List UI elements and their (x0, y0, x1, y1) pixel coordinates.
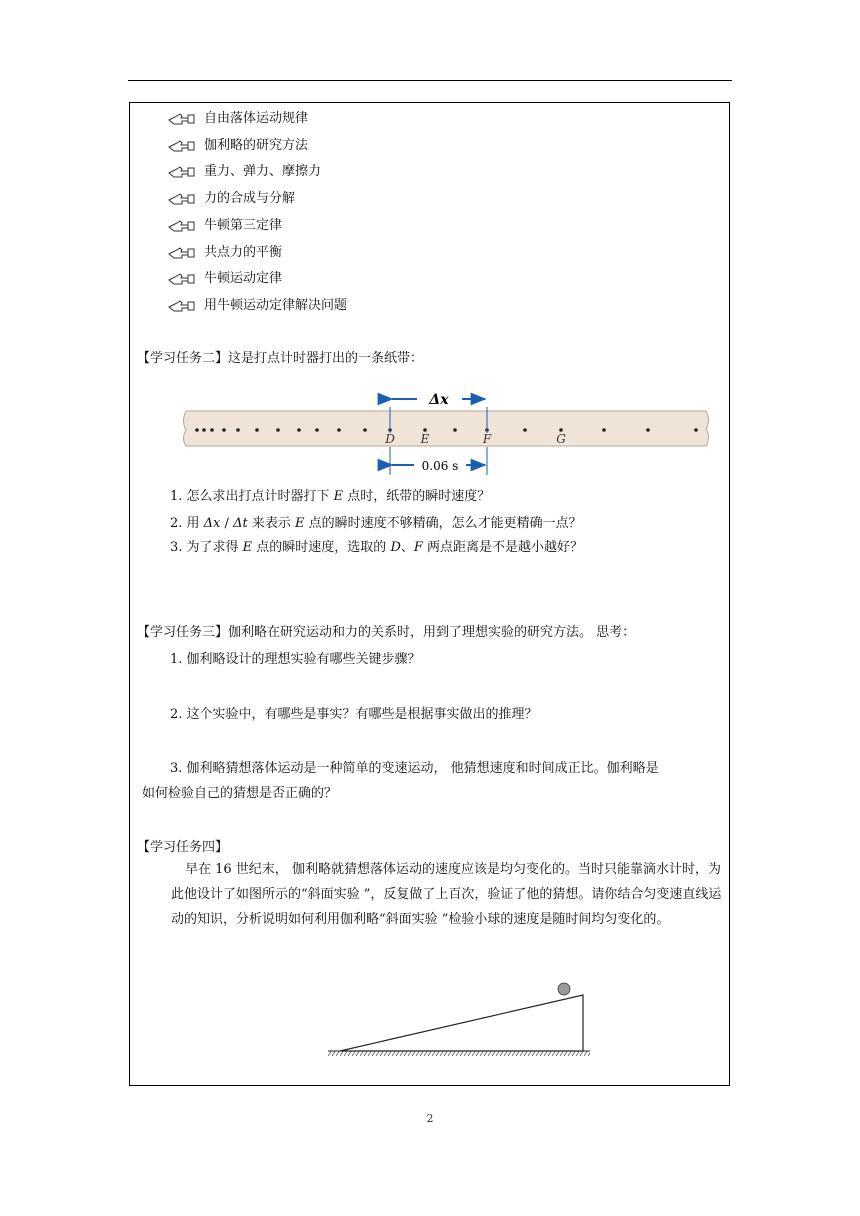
topic-item (168, 216, 282, 236)
topic-label: 力的合成与分解 (204, 191, 296, 206)
topic-item (168, 269, 282, 289)
task3-question-3-line-2: 如何检验自己的猜想是否正确的？ (142, 786, 338, 801)
incline-plane (340, 995, 583, 1051)
tape-dot (195, 428, 199, 432)
task3-question-1: 1. 伽利略设计的理想实验有哪些关键步骤？ (170, 652, 421, 667)
topic-label: 自由落体运动规律 (204, 111, 309, 126)
topic-label: 牛顿运动定律 (204, 271, 283, 286)
topic-item (168, 296, 347, 316)
tape-dot (236, 428, 240, 432)
pointing-hand-icon (168, 165, 196, 179)
ground-hatch (328, 1051, 590, 1056)
topic-label: 牛顿第三定律 (204, 218, 283, 233)
task4-title: 【学习任务四】 (137, 840, 229, 855)
tape-dot (210, 428, 214, 432)
topic-label: 用牛顿运动定律解决问题 (204, 298, 348, 313)
dt-label: 0.06 s (421, 459, 459, 473)
tape-dot (297, 428, 301, 432)
pointing-hand-icon (168, 192, 196, 206)
tape-dot (337, 428, 341, 432)
tape-dot (222, 428, 226, 432)
task2-question-3: 3. 为了求得 E 点的瞬时速度，选取的 D、F 两点距离是不是越小越好？ (170, 540, 584, 555)
pointing-hand-icon (168, 219, 196, 233)
pointing-hand-icon (168, 299, 196, 313)
task3-title: 【学习任务三】伽利略在研究运动和力的关系时，用到了理想实验的研究方法。 思考： (137, 625, 636, 640)
task4-body: 早在 16 世纪末， 伽利略就猜想落体运动的速度应该是均匀变化的。当时只能靠滴水计时，为此他设计了如图所示的“斜面实验 ”，反复做了上百次，验证了他的猜想。请你结合匀变速直线运动的知识，分析说明如何利用伽利略“斜面实验 ”检验小球的速度是随时间均匀变化的。 (171, 862, 722, 927)
ticker-tape-figure (180, 385, 710, 480)
tape-dot (694, 428, 698, 432)
topic-item (168, 109, 308, 129)
tape-dot (646, 428, 650, 432)
tape-dot (523, 428, 527, 432)
topic-item (168, 243, 282, 263)
tape-dot (276, 428, 280, 432)
tape-dot (202, 428, 206, 432)
topic-label: 重力、弹力、摩擦力 (204, 164, 322, 179)
topic-item (168, 162, 321, 182)
task3-question-3-line-1: 3. 伽利略猜想落体运动是一种简单的变速运动， 他猜想速度和时间成正比。伽利略是 (170, 761, 659, 776)
pointing-hand-icon (168, 112, 196, 126)
pointing-hand-icon (168, 139, 196, 153)
task2-question-1: 1. 怎么求出打点计时器打下 E 点时，纸带的瞬时速度？ (170, 489, 491, 504)
tape-dot (363, 428, 367, 432)
header-rule (128, 80, 732, 81)
paper-tape (184, 411, 709, 446)
dx-label: Δx (429, 392, 449, 408)
tape-dot (315, 428, 319, 432)
point-label-f: F (482, 432, 492, 446)
point-label-e: E (420, 432, 430, 446)
topic-item (168, 136, 308, 156)
point-label-g: G (556, 432, 566, 446)
ball (558, 983, 570, 995)
incline-experiment-figure (320, 978, 600, 1060)
page-number: 2 (426, 1112, 434, 1125)
pointing-hand-icon (168, 272, 196, 286)
tape-dot (453, 428, 457, 432)
topic-item (168, 189, 295, 209)
point-label-d: D (385, 432, 395, 446)
topic-label: 伽利略的研究方法 (204, 138, 309, 153)
tape-dot (255, 428, 259, 432)
pointing-hand-icon (168, 246, 196, 260)
task2-question-2: 2. 用 Δx / Δt 来表示 E 点的瞬时速度不够精确，怎么才能更精确一点？ (170, 516, 582, 531)
topic-label: 共点力的平衡 (204, 245, 283, 260)
task2-title: 【学习任务二】这是打点计时器打出的一条纸带： (137, 351, 424, 366)
task3-question-2: 2. 这个实验中，有哪些是事实？有哪些是根据事实做出的推理？ (170, 707, 538, 722)
tape-dot (602, 428, 606, 432)
